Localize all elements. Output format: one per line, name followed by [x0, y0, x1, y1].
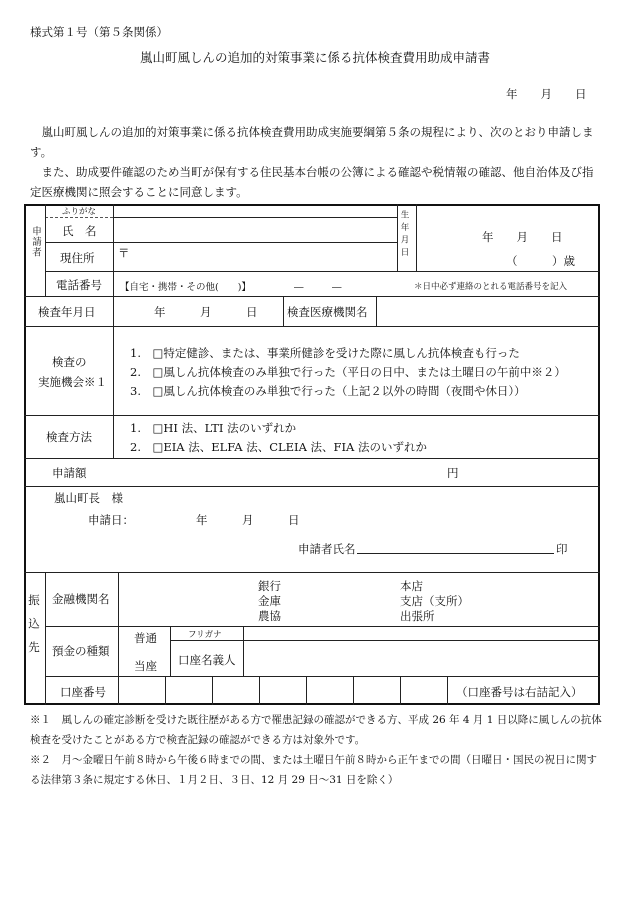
phone-type-options[interactable]: 【自宅・携帯・その他( )】	[120, 282, 251, 293]
exam-date-label: 検査年月日	[38, 305, 96, 319]
address-label: 現住所	[60, 251, 95, 265]
phone-note: ＊日中必ず連絡のとれる電話番号を記入	[414, 282, 568, 292]
line	[113, 217, 397, 218]
line	[45, 217, 113, 218]
line	[170, 640, 600, 641]
holder-furigana-input[interactable]	[248, 628, 596, 639]
deposit-type-current[interactable]: 当座	[134, 659, 157, 673]
phone-label: 電話番号	[56, 278, 102, 292]
line	[24, 458, 600, 459]
occasion-option-2[interactable]: 2. □風しん抗体検査のみ単独で行った（平日の日中、または土曜日の午前中※２）	[130, 365, 566, 379]
occasion-label-1: 検査の	[52, 355, 87, 369]
line	[118, 572, 119, 676]
phone-number-input[interactable]: ― ―	[294, 282, 342, 293]
line	[24, 296, 600, 297]
account-number-label: 口座番号	[60, 685, 106, 699]
line	[45, 626, 600, 627]
applicant-name-label: 申請者氏名	[298, 542, 356, 556]
line	[45, 242, 397, 243]
intro-paragraph-2: また、助成要件確認のため当町が保有する住民基本台帳の公簿による確認や税情報の確認、他自治体及び指定医療機関に照会することに同意します。	[30, 165, 594, 199]
seal-mark: 印	[556, 542, 568, 556]
line	[24, 572, 600, 573]
line	[170, 626, 171, 676]
age-value[interactable]: （ ）歳	[506, 254, 575, 268]
exam-date-value[interactable]: 年 月 日	[154, 305, 258, 319]
line	[24, 415, 600, 416]
occasion-option-1[interactable]: 1. □特定健診、または、事業所健診を受けた際に風しん抗体検査も行った	[130, 346, 520, 360]
birth-date-label: 生年月日	[399, 210, 409, 260]
furigana-input[interactable]	[118, 205, 394, 215]
holder-label: 口座名義人	[178, 653, 236, 667]
line	[45, 676, 600, 677]
request-date-label: 申請日：	[88, 513, 134, 527]
line	[24, 486, 600, 487]
birth-date-value[interactable]: 年 月 日	[482, 230, 563, 244]
line	[45, 572, 46, 705]
request-date-value[interactable]: 年 月 日	[196, 513, 300, 527]
applicant-section-label: 申請者	[30, 226, 41, 258]
account-number-input[interactable]	[122, 679, 444, 702]
line	[376, 296, 377, 326]
deposit-type-label: 預金の種類	[52, 644, 110, 658]
line	[118, 676, 119, 705]
applicant-name-input[interactable]	[357, 538, 554, 554]
line	[113, 296, 114, 458]
line	[113, 204, 114, 296]
line	[45, 271, 600, 272]
occasion-label-2: 実施機会※１	[38, 375, 107, 389]
page-title: 嵐山町風しんの追加的対策事業に係る抗体検査費用助成申請書	[139, 50, 490, 65]
method-option-1[interactable]: 1. □HI 法、LTI 法のいずれか	[130, 421, 297, 435]
deposit-type-ordinary[interactable]: 普通	[134, 631, 157, 645]
account-number-note: （口座番号は右詰記入）	[456, 685, 583, 699]
line	[45, 204, 46, 296]
amount-input[interactable]	[118, 462, 443, 482]
footnote-2: ※２ 月～金曜日午前８時から午後６時までの間、または土曜日午前８時から正午までの間（日曜日・国民の祝日に関する法律第３条に規定する休日、１月２日、３日、12 月 29 日～31 日を除く）	[30, 754, 597, 786]
exam-institution-input[interactable]	[382, 300, 594, 322]
branch-type-office[interactable]: 出張所	[400, 609, 435, 623]
amount-unit: 円	[447, 466, 459, 480]
method-label: 検査方法	[46, 430, 92, 444]
holder-name-input[interactable]	[248, 644, 596, 672]
institution-label: 金融機関名	[52, 592, 110, 606]
name-input[interactable]	[118, 219, 394, 239]
header-date[interactable]: 年 月 日	[506, 87, 587, 101]
occasion-option-3[interactable]: 3. □風しん抗体検査のみ単独で行った（上記２以外の時間（夜間や休日））	[130, 384, 526, 398]
address-input[interactable]	[132, 245, 394, 267]
line	[447, 676, 448, 705]
branch-type-main[interactable]: 本店	[400, 579, 423, 593]
exam-institution-label: 検査医療機関名	[287, 305, 368, 319]
form-number: 様式第１号（第５条関係）	[30, 25, 168, 39]
inst-type-nokyo[interactable]: 農協	[258, 609, 281, 623]
bank-section-label: 振込先	[27, 594, 41, 665]
line	[416, 204, 417, 271]
name-label: 氏 名	[62, 224, 97, 238]
branch-type-branch[interactable]: 支店（支所）	[400, 594, 469, 608]
line	[283, 296, 284, 326]
inst-type-shinkin[interactable]: 金庫	[258, 594, 281, 608]
line	[24, 326, 600, 327]
addressee: 嵐山町長 様	[54, 491, 123, 505]
furigana-label: ふりがな	[62, 207, 97, 217]
amount-label: 申請額	[52, 466, 87, 480]
postal-mark: 〒	[118, 246, 130, 260]
line	[243, 626, 244, 676]
footnote-1: ※１ 風しんの確定診断を受けた既往歴がある方で罹患記録の確認ができる方、平成 26 年 4 月 1 日以降に風しんの抗体検査を受けたことがある方で検査記録の確認ができる方は対象外です。	[30, 714, 602, 746]
intro-paragraph-1: 嵐山町風しんの追加的対策事業に係る抗体検査費用助成実施要綱第５条の規程により、次のとおり申請します。	[30, 125, 594, 159]
holder-furigana-label: フリガナ	[188, 630, 222, 640]
inst-type-bank[interactable]: 銀行	[258, 579, 281, 593]
method-option-2[interactable]: 2. □EIA 法、ELFA 法、CLEIA 法、FIA 法のいずれか	[130, 440, 428, 454]
